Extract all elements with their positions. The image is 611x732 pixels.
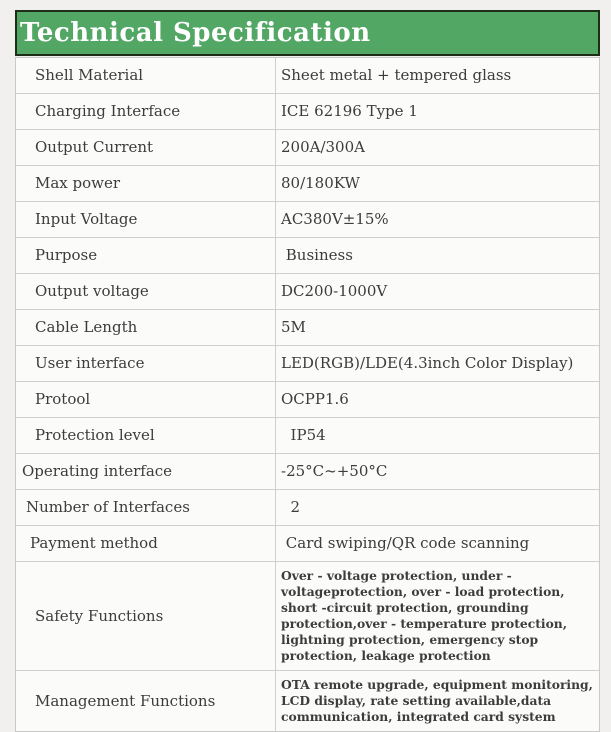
spec-value: AC380V±15% (281, 210, 389, 229)
table-row (16, 237, 599, 273)
spec-value: ICE 62196 Type 1 (281, 102, 418, 121)
spec-label: Payment method (16, 526, 276, 561)
table-row (16, 345, 599, 381)
spec-label: Protection level (16, 418, 276, 453)
spec-value: -25°C~+50°C (281, 462, 388, 481)
spec-value: Sheet metal + tempered glass (281, 66, 512, 85)
spec-label: Shell Material (16, 58, 276, 93)
page-title: Technical Specification (20, 18, 371, 48)
spec-label: Output Current (16, 130, 276, 165)
spec-table (15, 57, 600, 732)
spec-value: 5M (281, 318, 306, 337)
spec-label: Input Voltage (16, 202, 276, 237)
spec-value: OTA remote upgrade, equipment monitoring, LCD display, rate setting available,data communication, integrated card system (281, 676, 598, 724)
spec-value: IP54 (281, 426, 326, 445)
table-row (16, 309, 599, 345)
table-row (16, 129, 599, 165)
table-row (16, 417, 599, 453)
spec-label: User interface (16, 346, 276, 381)
spec-label: Safety Functions (16, 562, 276, 670)
spec-label: Output voltage (16, 274, 276, 309)
spec-label: Number of Interfaces (16, 490, 276, 525)
table-row (16, 381, 599, 417)
spec-label: Purpose (16, 238, 276, 273)
table-row (16, 58, 599, 93)
spec-label: Cable Length (16, 310, 276, 345)
spec-value: Card swiping/QR code scanning (281, 534, 530, 553)
title-bar (15, 10, 600, 56)
spec-value: Business (281, 246, 353, 265)
table-row (16, 489, 599, 525)
spec-value: Over - voltage protection, under - voltageprotection, over - load protection, short -circuit protection, grounding protection,over - temperature protection, lightning protection, emergency stop protection, leakage protection (281, 568, 572, 663)
table-row (16, 165, 599, 201)
table-row (16, 201, 599, 237)
spec-label: Operating interface (16, 454, 276, 489)
spec-value: 2 (281, 498, 301, 517)
table-row (16, 273, 599, 309)
spec-label: Max power (16, 166, 276, 201)
table-row (16, 93, 599, 129)
spec-label: Protool (16, 382, 276, 417)
spec-value: OCPP1.6 (281, 390, 349, 409)
spec-value: DC200-1000V (281, 282, 388, 301)
spec-label: Management Functions (16, 671, 276, 731)
table-row (16, 670, 599, 731)
table-row (16, 525, 599, 561)
spec-value: 200A/300A (281, 138, 365, 157)
spec-label: Charging Interface (16, 94, 276, 129)
table-row (16, 561, 599, 670)
spec-value: 80/180KW (281, 174, 360, 193)
table-row (16, 453, 599, 489)
spec-value: LED(RGB)/LDE(4.3inch Color Display) (281, 354, 574, 373)
